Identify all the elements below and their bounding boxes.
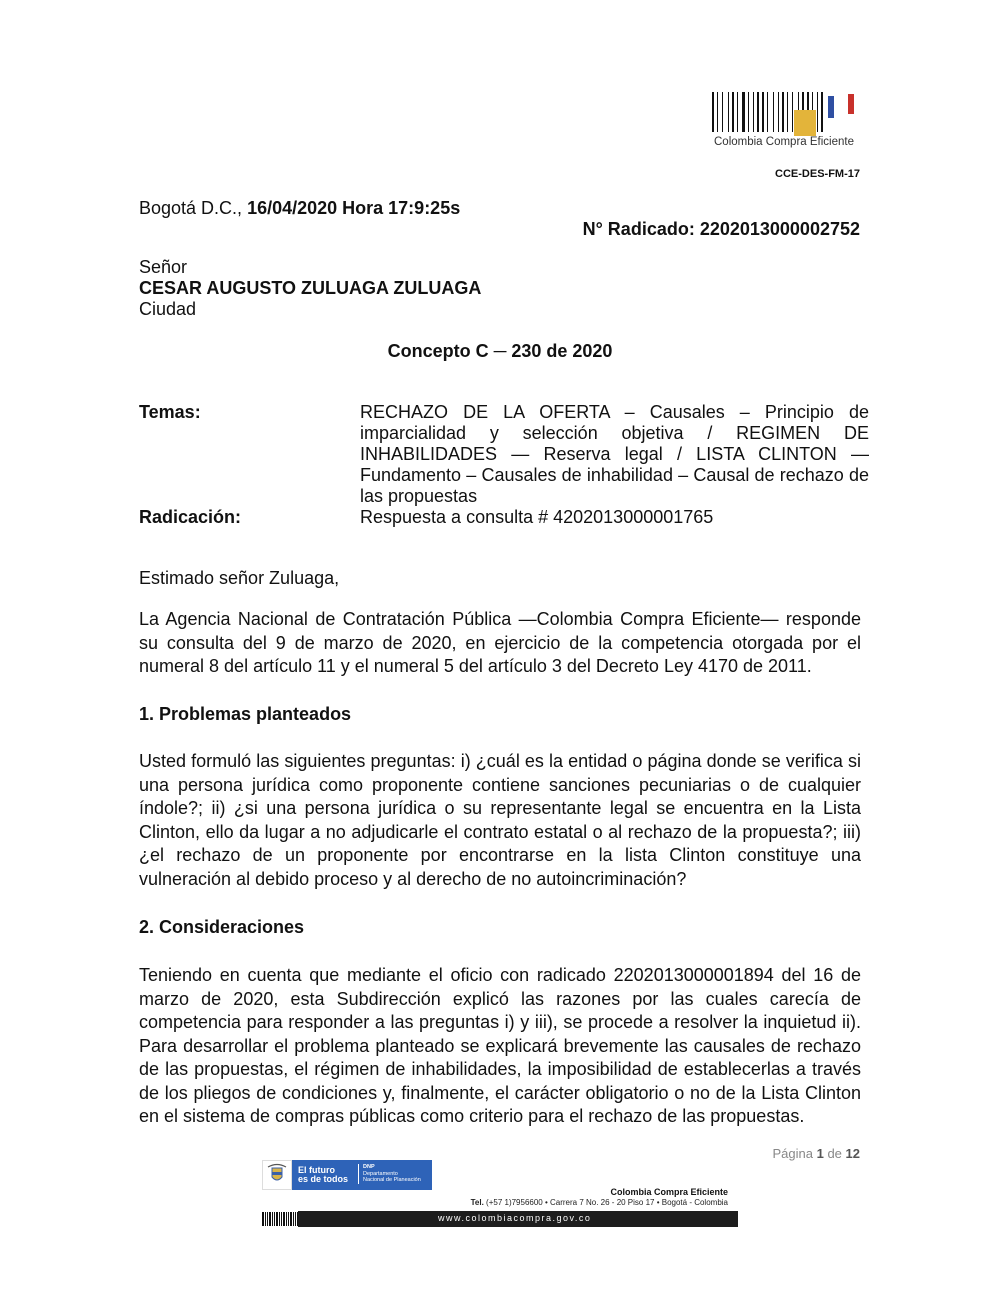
salutation: Señor [139, 257, 188, 277]
footer-bar [262, 1211, 738, 1227]
recipient-city: Ciudad [139, 299, 197, 319]
datetime: 16/04/2020 Hora 17:9:25s [247, 198, 461, 218]
radicacion-row [139, 507, 869, 528]
footer-address-text: (+57 1)7956600 • Carrera 7 No. 26 - 20 Piso 17 • Bogotá - Colombia [483, 1198, 728, 1207]
form-code: CCE-DES-FM-17 [775, 168, 860, 180]
dnp-line3: Nacional de Planeación [363, 1177, 421, 1183]
radicacion-value: Respuesta a consulta # 4202013000001765 [360, 507, 714, 527]
meta-table [139, 402, 869, 528]
footer-org: Colombia Compra Eficiente [610, 1187, 728, 1197]
concept-title: Concepto C ─ 230 de 2020 [387, 341, 613, 361]
dnp-line2: Departamento [363, 1170, 398, 1177]
logo-text: Colombia Compra Eficiente [714, 136, 854, 148]
radicado-number: 2202013000002752 [699, 219, 860, 239]
date-line [139, 198, 460, 219]
page-number [773, 1146, 860, 1161]
temas-label: Temas: [139, 402, 201, 422]
city: Bogotá D.C., [139, 198, 248, 218]
radicado-label: N° Radicado: [582, 219, 700, 239]
recipient-name: CESAR AUGUSTO ZULUAGA ZULUAGA [139, 278, 482, 298]
recipient-block [139, 257, 481, 320]
gov-slogan-line2: es de todos [298, 1174, 349, 1184]
temas-value: RECHAZO DE LA OFERTA – Causales – Principio de imparcialidad y selección objetiva / REGIMEN DE INHABILIDADES — Reserva legal / LISTA CLINTON — Fundamento – Causales de inhabilidad – Causal de rechazo de las propuestas [360, 402, 869, 506]
greeting: Estimado señor Zuluaga, [139, 568, 340, 588]
footer-tel-label: Tel. [470, 1198, 484, 1207]
section1-title: 1. Problemas planteados [139, 704, 352, 724]
section2-body: Teniendo en cuenta que mediante el oficio con radicado 2202013000001894 del 16 de marzo de 2020, esta Subdirección explicó las razones por las cuales carecía de competencia para responder a las preguntas i) y iii), se procede a resolver la inquietud ii). Para desarrollar el problema planteado se explicará brevemente las causales de rechazo de las propuestas, el régimen de inhabilidades, la imposibilidad de establecerlas a través de los pliegos de condiciones y, finalmente, el carácter obligatorio o no de la Lista Clinton en el sistema de compras públicas como criterio para el rechazo de las propuestas. [139, 965, 861, 1126]
gov-slogan [298, 1166, 348, 1184]
gov-slogan-line1: El futuro [298, 1165, 335, 1175]
footer-address [471, 1198, 728, 1207]
dnp-label [358, 1164, 421, 1184]
footer-barcode-icon [262, 1211, 298, 1227]
dnp-line1: DNP [363, 1164, 375, 1170]
section1-body: Usted formuló las siguientes preguntas: i) ¿cuál es la entidad o página donde se verifica si una persona jurídica como proponente contiene sanciones pecuniarias o de cualquier índole?; ii) ¿si una persona jurídica o su representante legal se encuentra en la Lista Clinton, ello da lugar a no adjudicarle el contrato estatal o al rechazo de la propuesta?; iii) ¿el rechazo de un proponente por encontrarse en la lista Clinton constituye una vulneración al debido proceso y al derecho de no autoincriminación? [139, 751, 861, 889]
page-current: 1 [816, 1146, 824, 1161]
coat-of-arms-icon [262, 1160, 292, 1190]
temas-row [139, 402, 869, 507]
barcode-logo-icon [712, 92, 856, 136]
radicacion-label: Radicación: [139, 507, 242, 527]
intro-paragraph: La Agencia Nacional de Contratación Pública —Colombia Compra Eficiente— responde su consulta del 9 de marzo de 2020, en ejercicio de la competencia otorgada por el numeral 8 del artículo 11 y el numeral 5 del artículo 3 del Decreto Ley 4170 de 2011. [139, 609, 861, 676]
page-total: 12 [845, 1146, 860, 1161]
footer-url: www.colombiacompra.gov.co [438, 1213, 592, 1223]
page-label: Página [772, 1146, 817, 1161]
government-logo [262, 1160, 432, 1190]
section2-title: 2. Consideraciones [139, 917, 305, 937]
colombia-compra-logo [708, 92, 860, 152]
page-of: de [823, 1146, 846, 1161]
radicado-line [583, 219, 860, 240]
